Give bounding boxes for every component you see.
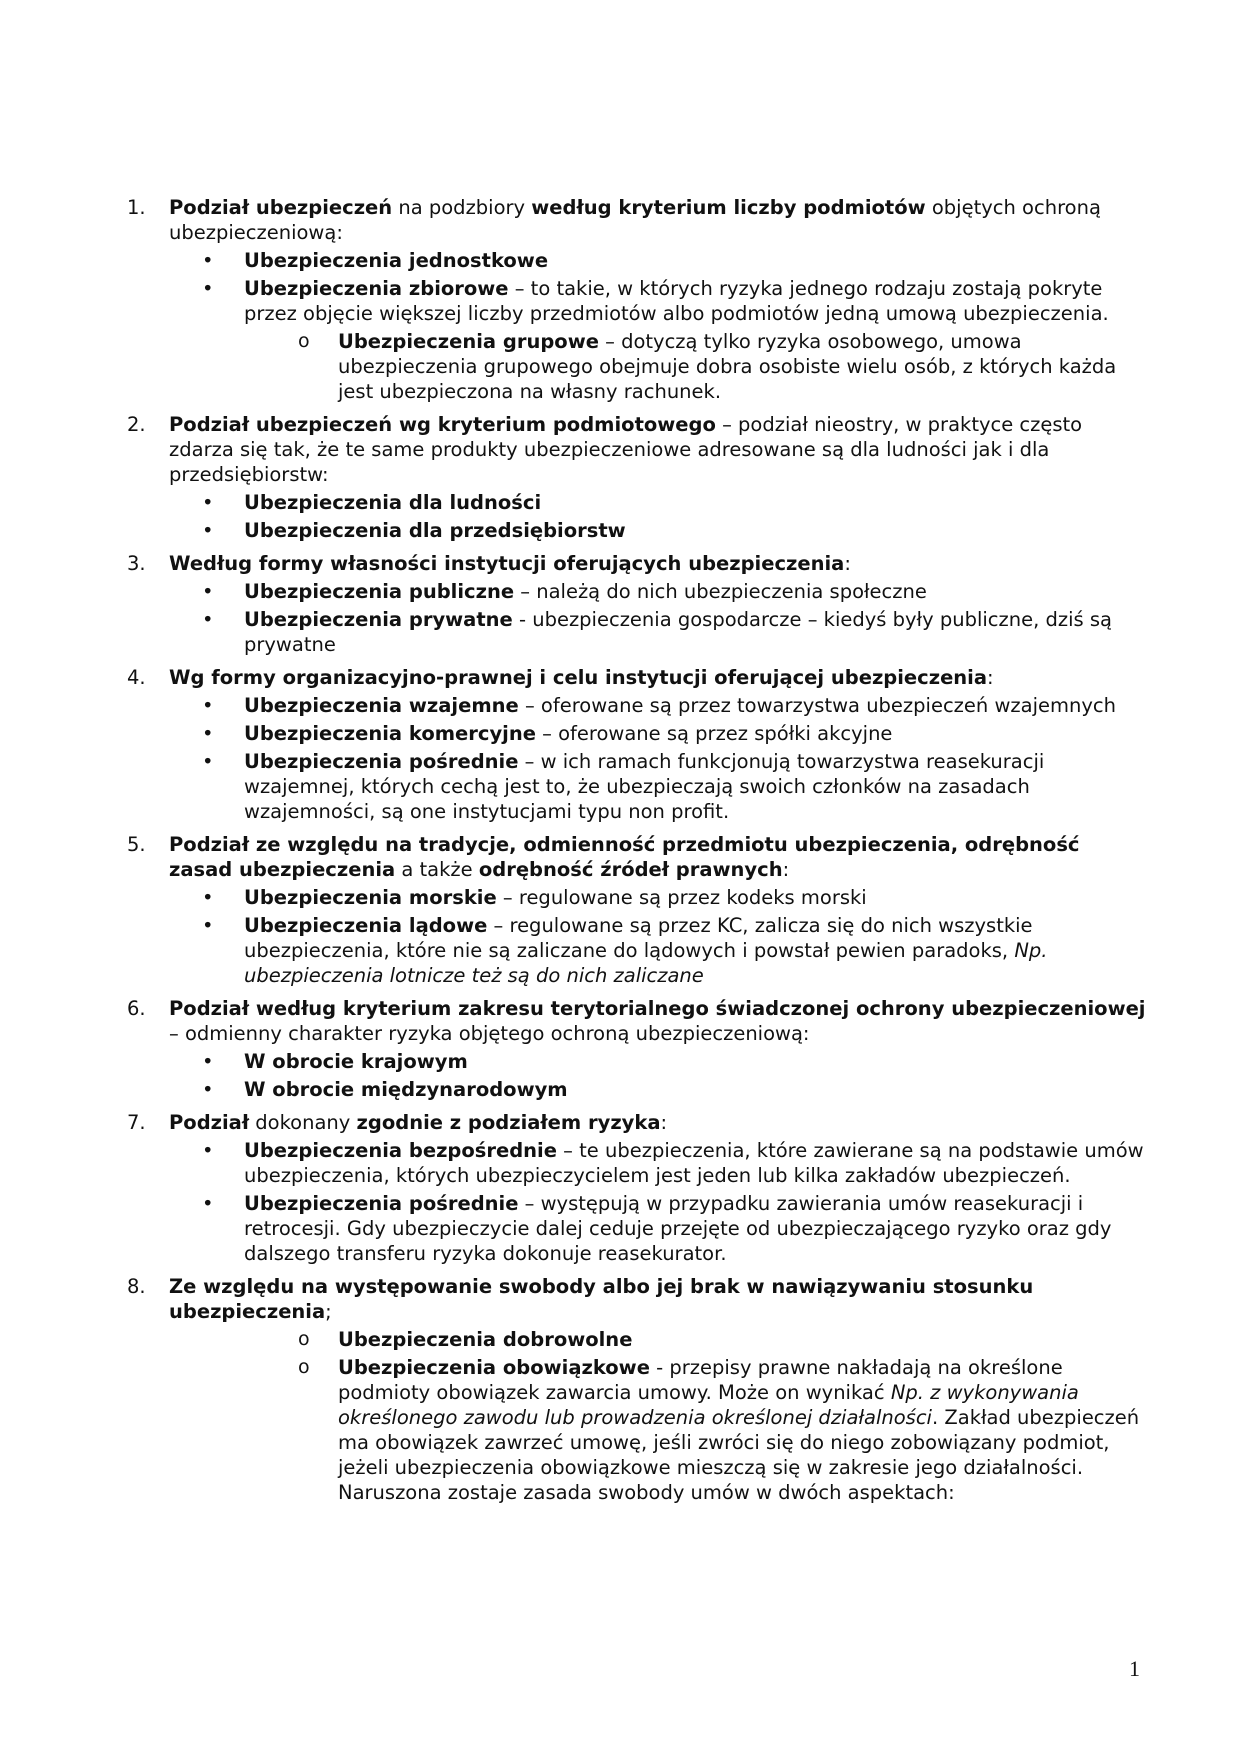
bullet-text: Ubezpieczenia lądowe – regulowane są przez KC, zalicza się do nich wszystkie ubezpieczenia, które nie są zaliczane do lądowych i powstał pewien paradoks, Np. ubezpieczenia lotnicze też są do nich zaliczane — [244, 914, 1048, 987]
numbered-item — [127, 1274, 1147, 1324]
bold-text: Ubezpieczenia pośrednie — [244, 1192, 519, 1215]
bullet-text: Ubezpieczenia wzajemne – oferowane są przez towarzystwa ubezpieczeń wzajemnych — [244, 694, 1116, 717]
bullet-text — [244, 519, 626, 542]
item-number: 4. — [127, 666, 146, 689]
item-number: 5. — [127, 833, 146, 856]
item-text: Podział ze względu na tradycje, odmienność przedmiotu ubezpieczenia, odrębność zasad ubezpieczenia a także odrębność źródeł prawnych: — [169, 833, 1080, 881]
bullet-text: Ubezpieczenia grupowe – dotyczą tylko ryzyka osobowego, umowa ubezpieczenia grupowego obejmuje dobra osobiste wielu osób, z których każda jest ubezpieczona na własny rachunek. — [338, 330, 1117, 403]
bold-text: Według formy własności instytucji oferujących ubezpieczenia — [169, 552, 845, 575]
bullet-text: Ubezpieczenia bezpośrednie – te ubezpieczenia, które zawierane są na podstawie umów ubezpieczenia, których ubezpieczycielem jest jeden lub kilka zakładów ubezpieczeń. — [244, 1139, 1144, 1187]
bullet-dot-icon: • — [202, 694, 214, 717]
item-number: 7. — [127, 1111, 146, 1134]
italic-text: Np. ubezpieczenia lotnicze też są do nich zaliczane — [244, 939, 1048, 987]
bullet-text: Ubezpieczenia pośrednie – występują w przypadku zawierania umów reasekuracji i retrocesji. Gdy ubezpieczycie dalej ceduje przejęte od ubezpieczającego ryzyko oraz gdy dalszego transferu ryzyka dokonuje reasekurator. — [244, 1192, 1112, 1265]
bullet-item — [127, 693, 1147, 718]
bullet-text — [244, 1078, 568, 1101]
bold-text: Podział ubezpieczeń wg kryterium podmiotowego — [169, 413, 716, 436]
bold-text: Ubezpieczenia publiczne — [244, 580, 515, 603]
bullet-text — [244, 491, 541, 514]
bullet-item — [127, 1191, 1147, 1266]
item-number: 2. — [127, 413, 146, 436]
numbered-item — [127, 665, 1147, 690]
numbered-item — [127, 195, 1147, 245]
bullet-circle-icon: o — [298, 1356, 310, 1378]
bold-text: Ubezpieczenia komercyjne — [244, 722, 536, 745]
bullet-item — [127, 721, 1147, 746]
bullet-item — [127, 913, 1147, 988]
item-text: Podział ubezpieczeń na podzbiory według kryterium liczby podmiotów objętych ochroną ubezpieczeniową: — [169, 196, 1101, 244]
bold-text: według kryterium liczby podmiotów — [531, 196, 926, 219]
bullet-dot-icon: • — [202, 1139, 214, 1162]
bullet-item — [127, 1049, 1147, 1074]
bullet-dot-icon: • — [202, 491, 214, 514]
item-number: 6. — [127, 997, 146, 1020]
bullet-item — [127, 248, 1147, 273]
bullet-dot-icon: • — [202, 277, 214, 300]
sub-bullet-item — [127, 1327, 1147, 1352]
bullet-text: Ubezpieczenia pośrednie – w ich ramach funkcjonują towarzystwa reasekuracji wzajemnej, których cechą jest to, że ubezpieczają swoich członków na zasadach wzajemności, są one instytucjami typu non profit. — [244, 750, 1045, 823]
bullet-item — [127, 1138, 1147, 1188]
sub-bullet-item — [127, 329, 1147, 404]
bold-text: Ubezpieczenia pośrednie — [244, 750, 519, 773]
bullet-dot-icon: • — [202, 1050, 214, 1073]
page-number: 1 — [1129, 1656, 1140, 1681]
bullet-text — [338, 1328, 632, 1351]
bullet-dot-icon: • — [202, 722, 214, 745]
document-body — [127, 195, 1147, 1505]
bullet-text: Ubezpieczenia komercyjne – oferowane są przez spółki akcyjne — [244, 722, 893, 745]
bold-text: Ubezpieczenia dobrowolne — [338, 1328, 633, 1351]
bullet-item — [127, 885, 1147, 910]
bold-text: W obrocie międzynarodowym — [244, 1078, 568, 1101]
item-text: Wg formy organizacyjno-prawnej i celu instytucji oferującej ubezpieczenia: — [169, 666, 994, 689]
italic-text: Np. z wykonywania określonego zawodu lub prowadzenia określonej działalności — [338, 1381, 1079, 1429]
bold-text: Podział ubezpieczeń — [169, 196, 393, 219]
numbered-item — [127, 996, 1147, 1046]
bullet-item — [127, 490, 1147, 515]
bold-text: Ubezpieczenia lądowe — [244, 914, 488, 937]
bold-text: Ubezpieczenia morskie — [244, 886, 497, 909]
bullet-dot-icon: • — [202, 249, 214, 272]
bullet-item — [127, 607, 1147, 657]
bold-text: Ze względu na występowanie swobody albo jej brak w nawiązywaniu stosunku ubezpieczenia — [169, 1275, 1034, 1323]
item-text: Podział według kryterium zakresu terytorialnego świadczonej ochrony ubezpieczeniowej – odmienny charakter ryzyka objętego ochroną ubezpieczeniową: — [169, 997, 1146, 1045]
bullet-dot-icon: • — [202, 886, 214, 909]
numbered-item — [127, 551, 1147, 576]
bullet-text: Ubezpieczenia morskie – regulowane są przez kodeks morski — [244, 886, 867, 909]
bullet-text — [244, 249, 548, 272]
bullet-dot-icon: • — [202, 580, 214, 603]
numbered-item — [127, 412, 1147, 487]
numbered-item — [127, 1110, 1147, 1135]
bold-text: Ubezpieczenia dla przedsiębiorstw — [244, 519, 626, 542]
bold-text: Ubezpieczenia jednostkowe — [244, 249, 549, 272]
bullet-item — [127, 579, 1147, 604]
bullet-text: Ubezpieczenia obowiązkowe - przepisy prawne nakładają na określone podmioty obowiązek zawarcia umowy. Może on wynikać Np. z wykonywania określonego zawodu lub prowadzenia określonej działalności. Zakład ubezpieczeń ma obowiązek zawrzeć umowę, jeśli zwróci się do niego zobowiązany podmiot, jeżeli ubezpieczenia obowiązkowe mieszczą się w zakresie jego działalności. Naruszona zostaje zasada swobody umów w dwóch aspektach: — [338, 1356, 1140, 1504]
numbered-item — [127, 832, 1147, 882]
bullet-circle-icon: o — [298, 1328, 310, 1350]
bullet-dot-icon: • — [202, 914, 214, 937]
item-text: Według formy własności instytucji oferujących ubezpieczenia: — [169, 552, 851, 575]
bold-text: Wg formy organizacyjno-prawnej i celu instytucji oferującej ubezpieczenia — [169, 666, 988, 689]
bold-text: W obrocie krajowym — [244, 1050, 468, 1073]
bullet-dot-icon: • — [202, 1192, 214, 1215]
bold-text: Podział — [169, 1111, 250, 1134]
bullet-dot-icon: • — [202, 1078, 214, 1101]
bullet-item — [127, 1077, 1147, 1102]
item-text: Podział ubezpieczeń wg kryterium podmiotowego – podział nieostry, w praktyce często zdarza się tak, że te same produkty ubezpieczeniowe adresowane są dla ludności jak i dla przedsiębiorstw: — [169, 413, 1083, 486]
bold-text: Ubezpieczenia prywatne — [244, 608, 513, 631]
bullet-circle-icon: o — [298, 330, 310, 352]
item-number: 3. — [127, 552, 146, 575]
item-text: Podział dokonany zgodnie z podziałem ryzyka: — [169, 1111, 668, 1134]
bold-text: Ubezpieczenia bezpośrednie — [244, 1139, 557, 1162]
bullet-text — [244, 1050, 468, 1073]
bold-text: Ubezpieczenia wzajemne — [244, 694, 519, 717]
item-text: Ze względu na występowanie swobody albo jej brak w nawiązywaniu stosunku ubezpieczenia; — [169, 1275, 1034, 1323]
bold-text: odrębność źródeł prawnych — [478, 858, 783, 881]
bullet-item — [127, 518, 1147, 543]
bold-text: Podział według kryterium zakresu terytorialnego świadczonej ochrony ubezpieczeniowej — [169, 997, 1146, 1020]
bullet-dot-icon: • — [202, 608, 214, 631]
bold-text: Ubezpieczenia grupowe — [338, 330, 599, 353]
bullet-text: Ubezpieczenia zbiorowe – to takie, w których ryzyka jednego rodzaju zostają pokryte przez objęcie większej liczby przedmiotów albo podmiotów jedną umową ubezpieczenia. — [244, 277, 1109, 325]
bullet-item — [127, 276, 1147, 326]
item-number: 8. — [127, 1275, 146, 1298]
sub-bullet-item — [127, 1355, 1147, 1505]
bullet-text: Ubezpieczenia prywatne - ubezpieczenia gospodarcze – kiedyś były publiczne, dziś są prywatne — [244, 608, 1112, 656]
bold-text: zgodnie z podziałem ryzyka — [356, 1111, 661, 1134]
bold-text: Ubezpieczenia dla ludności — [244, 491, 542, 514]
bullet-item — [127, 749, 1147, 824]
bullet-text: Ubezpieczenia publiczne – należą do nich ubezpieczenia społeczne — [244, 580, 927, 603]
bullet-dot-icon: • — [202, 519, 214, 542]
bullet-dot-icon: • — [202, 750, 214, 773]
bold-text: Ubezpieczenia zbiorowe — [244, 277, 509, 300]
item-number: 1. — [127, 196, 146, 219]
bold-text: Ubezpieczenia obowiązkowe — [338, 1356, 650, 1379]
bold-text: Podział ze względu na tradycje, odmienność przedmiotu ubezpieczenia, odrębność zasad ubezpieczenia — [169, 833, 1080, 881]
